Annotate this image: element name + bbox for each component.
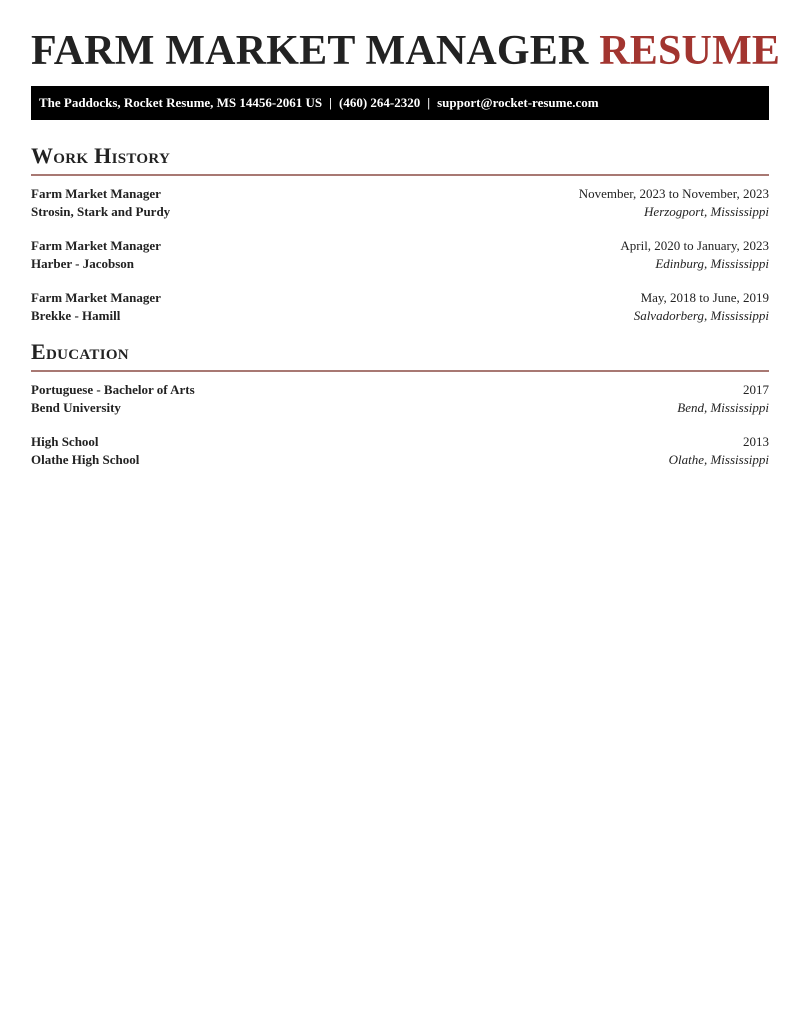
- job-title: Farm Market Manager: [31, 238, 161, 253]
- work-history-list: [31, 185, 769, 324]
- job-dates: April, 2020 to January, 2023: [620, 238, 769, 253]
- company-name: Harber - Jacobson: [31, 255, 135, 271]
- company-name: Brekke - Hamill: [31, 307, 121, 323]
- work-entry: [31, 237, 769, 272]
- job-title: Farm Market Manager: [31, 186, 161, 201]
- education-entry: [31, 433, 769, 468]
- title-accent: RESUME: [599, 28, 781, 74]
- contact-separator: |: [329, 95, 332, 110]
- contact-address: The Paddocks, Rocket Resume, MS 14456-2061 US: [39, 95, 323, 110]
- contact-email[interactable]: support@rocket-resume.com: [437, 95, 599, 110]
- contact-bar: [31, 86, 769, 120]
- school-name: Olathe High School: [31, 451, 140, 467]
- job-location: Edinburg, Mississippi: [655, 255, 769, 271]
- education-list: [31, 381, 769, 468]
- section-heading-work-history: Work History: [31, 143, 171, 168]
- section-heading-education: Education: [31, 339, 129, 364]
- job-title: Farm Market Manager: [31, 290, 161, 305]
- work-history-section: [31, 142, 769, 324]
- job-location: Herzogport, Mississippi: [644, 203, 769, 219]
- job-dates: May, 2018 to June, 2019: [640, 290, 769, 305]
- school-location: Olathe, Mississippi: [668, 451, 769, 467]
- section-divider: [31, 370, 769, 372]
- title-main: FARM MARKET MANAGER: [31, 28, 589, 74]
- work-entry: [31, 289, 769, 324]
- school-name: Bend University: [31, 399, 121, 415]
- school-location: Bend, Mississippi: [677, 399, 769, 415]
- resume-title: [31, 0, 781, 74]
- section-divider: [31, 174, 769, 176]
- job-location: Salvadorberg, Mississippi: [633, 307, 769, 323]
- graduation-year: 2017: [743, 382, 769, 397]
- education-entry: [31, 381, 769, 416]
- contact-phone: (460) 264-2320: [339, 95, 421, 110]
- degree-name: Portuguese - Bachelor of Arts: [31, 382, 195, 397]
- job-dates: November, 2023 to November, 2023: [578, 186, 769, 201]
- contact-separator: |: [427, 95, 431, 110]
- work-entry: [31, 185, 769, 220]
- education-section: [31, 338, 769, 468]
- graduation-year: 2013: [743, 434, 769, 449]
- company-name: Strosin, Stark and Purdy: [31, 203, 171, 219]
- degree-name: High School: [31, 434, 99, 449]
